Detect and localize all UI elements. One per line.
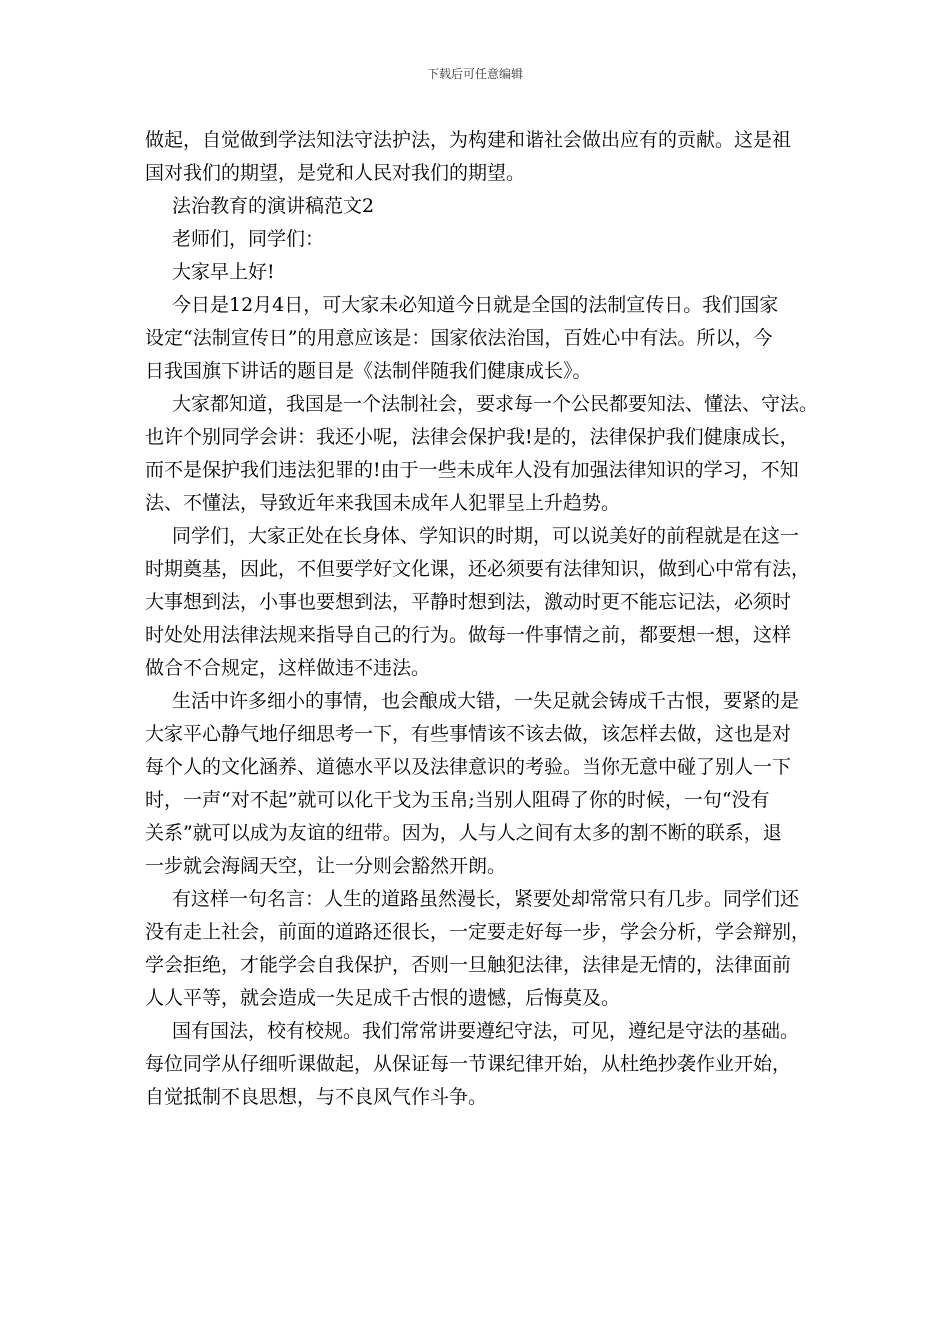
text-line: 没有走上社会，前面的道路还很长，一定要走好每一步，学会分析，学会辩别， <box>145 921 811 943</box>
text-line: 时，一声“对不起”就可以化干戈为玉帛;当别人阻碍了你的时候，一句“没有 <box>145 789 770 811</box>
text-line: 同学们，大家正处在长身体、学知识的时期，可以说美好的前程就是在这一 <box>172 525 800 547</box>
text-line: 大家平心静气地仔细思考一下，有些事情该不该去做，该怎样去做，这也是对 <box>145 723 792 745</box>
text-line: 日我国旗下讲话的题目是《法制伴随我们健康成长》。 <box>145 360 592 382</box>
text-line: 大家早上好! <box>172 261 275 283</box>
text-line: 做合不合规定，这样做违不违法。 <box>145 657 431 679</box>
text-line: 学会拒绝，才能学会自我保护，否则一旦触犯法律，法律是无情的，法律面前 <box>145 954 792 976</box>
text-line: 也许个别同学会讲：我还小呢，法律会保护我!是的，法律保护我们健康成长， <box>145 426 799 448</box>
text-line: 老师们，同学们： <box>172 228 325 250</box>
text-line: 关系”就可以成为友谊的纽带。因为，人与人之间有太多的割不断的联系，退 <box>145 822 782 844</box>
text-line: 时期奠基，因此，不但要学好文化课，还必须要有法律知识，做到心中常有法， <box>145 558 811 580</box>
text-line: 大事想到法，小事也要想到法，平静时想到法，激动时更不能忘记法，必须时 <box>145 591 792 613</box>
text-line: 时处处用法律法规来指导自己的行为。做每一件事情之前，都要想一想，这样 <box>145 624 792 646</box>
text-line: 国有国法，校有校规。我们常常讲要遵纪守法，可见，遵纪是守法的基础。 <box>172 1020 800 1042</box>
text-line: 今日是12月4日，可大家未必知道今日就是全国的法制宣传日。我们国家 <box>172 294 779 316</box>
text-line: 每个人的文化涵养、道德水平以及法律意识的考验。当你无意中碰了别人一下 <box>145 756 792 778</box>
text-line: 大家都知道，我国是一个法制社会，要求每一个公民都要知法、懂法、守法。 <box>172 393 819 415</box>
text-line: 每位同学从仔细听课做起，从保证每一节课纪律开始，从杜绝抄袭作业开始， <box>145 1053 792 1075</box>
text-line: 生活中许多细小的事情，也会酿成大错，一失足就会铸成千古恨，要紧的是 <box>172 690 800 712</box>
text-line: 人人平等，就会造成一失足成千古恨的遗憾，后悔莫及。 <box>145 987 621 1009</box>
text-line: 自觉抵制不良思想，与不良风气作斗争。 <box>145 1086 488 1108</box>
page-header: 下载后可任意编辑 <box>426 67 523 81</box>
text-line: 法治教育的演讲稿范文2 <box>172 195 375 217</box>
text-line: 有这样一句名言：人生的道路虽然漫长，紧要处却常常只有几步。同学们还 <box>172 888 800 910</box>
document-body <box>145 124 825 1114</box>
text-line: 而不是保护我们违法犯罪的!由于一些未成年人没有加强法律知识的学习，不知 <box>145 459 799 481</box>
text-line: 设定“法制宣传日”的用意应该是：国家依法治国，百姓心中有法。所以，今 <box>145 327 773 349</box>
text-line: 国对我们的期望，是党和人民对我们的期望。 <box>145 162 526 184</box>
text-line: 做起，自觉做到学法知法守法护法，为构建和谐社会做出应有的贡献。这是祖 <box>145 129 792 151</box>
text-line: 一步就会海阔天空，让一分则会豁然开朗。 <box>145 855 507 877</box>
text-line: 法、不懂法，导致近年来我国未成年人犯罪呈上升趋势。 <box>145 492 621 514</box>
